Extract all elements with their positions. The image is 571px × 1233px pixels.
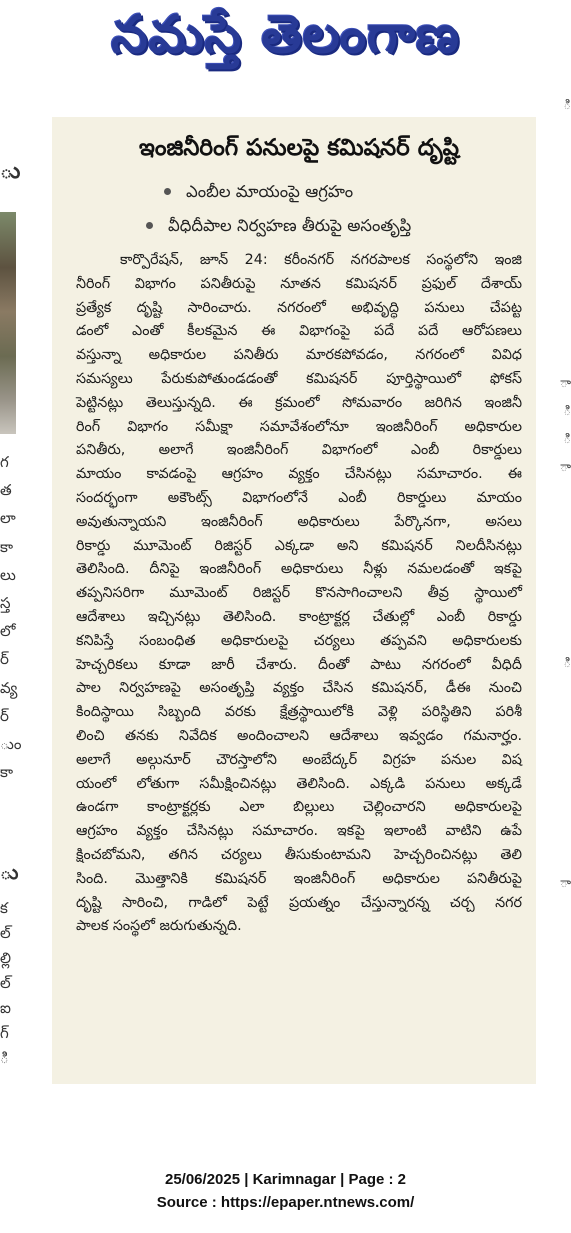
article-headline: ఇంజినీరింగ్ పనులపై కమిషనర్ దృష్టి (138, 135, 460, 161)
body-line: సమస్యలు పేరుకుపోతుండడంతో కమిషనర్ పూర్తిస్థాయిలో ఫోకస్ (76, 370, 522, 387)
body-line: యంలో లోతుగా సమీక్షించినట్లు తెలిసింది. ఎక్కడి పనులు అక్కడే (76, 775, 522, 792)
body-line: ప్రత్యేక దృష్టి సారించారు. నగరంలో అభివృద్ధి పనులు చేపట్ట (76, 299, 522, 316)
left-column-fragment-subhead: ు (0, 860, 19, 884)
body-line: నీరింగ్ విభాగం పనితీరుపై నూతన కమిషనర్ ప్రఫుల్ దేశాయ్ (76, 275, 522, 292)
right-column-fragment: ా ి ి ా (560, 376, 571, 475)
news-article (52, 117, 536, 1084)
body-line: రింగ్ విభాగం సమీక్షా సమావేశంలోనూ ఇంజినీరింగ్ అధికారుల (76, 418, 522, 435)
right-column-fragment: ి (563, 98, 571, 113)
body-line: పాల నిర్వహణపై అసంతృప్తి వ్యక్తం చేసిన కమిషనర్, డీఈ నుంచి (76, 680, 522, 697)
body-line: సందర్భంగా అకౌంట్స్ విభాగంలోనే ఎంబీ రికార్డులు మాయం (76, 489, 522, 506)
highlight-text: వీధిదీపాల నిర్వహణ తీరుపై అసంతృప్తి (168, 216, 412, 235)
article-body (76, 249, 522, 939)
highlight-item (76, 175, 522, 209)
right-column-fragment: ి (563, 656, 571, 671)
body-line: అలాగే అల్గునూర్ చౌరస్తాలోని అంబేద్కర్ విగ్రహ పనుల విష (76, 751, 522, 768)
body-line: అవుతున్నాయని ఇంజినీరింగ్ అధికారులు పేర్కొనగా, అసలు (76, 513, 522, 530)
body-line: కిందిస్థాయి సిబ్బంది వరకు క్షేత్రస్థాయిలోకి వెళ్లి పరిస్థితిని పరిశీ (76, 704, 522, 721)
left-column-fragment-top: ు (0, 159, 21, 184)
body-line: వస్తున్నా అధికారుల పనితీరు మారకపోవడం, నగరంలో వివిధ (76, 347, 522, 364)
article-highlights (76, 175, 522, 243)
left-column-photo-fragment (0, 212, 16, 434)
bullet-icon (146, 222, 153, 229)
body-line: రికార్డు మూమెంట్ రిజిస్టర్ ఎక్కడా అని కమిషనర్ నిలదీసినట్లు (76, 537, 522, 554)
body-line: హెచ్చరికలు కూడా జారీ చేశారు. దీంతో పాటు నగరంలో వీధిదీ (76, 656, 522, 673)
masthead-logo (40, 6, 531, 76)
footer-source: Source : https://epaper.ntnews.com/ (156, 1194, 415, 1211)
body-line: లించి తనకు నివేదిక అందించాలని ఆదేశాలు ఇవ్వడం గమనార్హం. (76, 727, 522, 744)
bullet-icon (164, 188, 171, 195)
body-line: ఆదేశాలు ఇచ్చినట్లు తెలిసింది. కాంట్రాక్టర్ల చేతుల్లో ఎంబీ రికార్డు (76, 608, 522, 625)
highlight-item (76, 209, 522, 243)
body-line: తప్పనిసరిగా మూమెంట్ రిజిస్టర్ కొనసాగించాలని తీవ్ర స్థాయిలో (76, 585, 522, 602)
body-line: దృష్టి సారించి, గాడిలో పెట్టే ప్రయత్నం చేస్తున్నారన్న చర్చ నగర (76, 894, 522, 911)
right-column-fragment: ా (560, 876, 571, 891)
masthead-title: నమస్తే తెలంగాణ (111, 4, 460, 65)
body-line: పెట్టినట్లు తెలుస్తున్నది. ఈ క్రమంలో సోమవారం జరిగిన ఇంజినీ (76, 394, 522, 411)
left-column-fragment-bottom: క ల్ ల్లి ల్ ఐ గ్ ి (0, 899, 11, 1067)
body-line: ఆగ్రహం వ్యక్తం చేసినట్లు సమాచారం. ఇకపై ఇలాంటి వాటిని ఉపే (76, 823, 522, 840)
body-line: సింది. మొత్తానికి కమిషనర్ ఇంజినీరింగ్ అధికారుల పనితీరుపై (76, 870, 522, 887)
highlight-text: ఎంబీల మాయంపై ఆగ్రహం (186, 182, 354, 201)
body-line: మాయం కావడంపై ఆగ్రహం వ్యక్తం చేసినట్లు సమాచారం. ఈ (76, 466, 522, 483)
footer-edition-info: 25/06/2025 | Karimnagar | Page : 2 (164, 1171, 407, 1188)
left-column-fragment-middle: గ త లా కా లు స్త లో ర్ వ్య ర్ ుం కా (0, 453, 22, 782)
body-line: పనితీరు, అలాగే ఇంజినీరింగ్ విభాగంలో ఎంబీ రికార్డులు (76, 442, 522, 459)
body-line: డంలో ఎంతో కీలకమైన ఈ విభాగంపై పదే పదే ఆరోపణలు (76, 323, 522, 340)
body-line: కనిపిస్తే సంబంధిత అధికారులపై చర్యలు తప్పవని అధికారులకు (76, 632, 522, 649)
body-line: క్షించబోమని, తగిన చర్యలు తీసుకుంటామని హెచ్చరించినట్లు తెలి (76, 846, 522, 863)
body-line: పాలక సంస్థలో జరుగుతున్నది. (76, 918, 242, 935)
body-line: కార్పొరేషన్, జూన్ 24: కరీంనగర్ నగరపాలక సంస్థలోని ఇంజి (120, 252, 522, 268)
body-line: ఉండగా కాంట్రాక్టర్లకు ఎలా బిల్లులు చెల్లించారని అధికారులపై (76, 799, 522, 816)
body-line: తెలిసింది. దీనిపై ఇంజినీరింగ్ అధికారులు నీళ్లు నమలడంతో ఇకపై (76, 561, 522, 578)
